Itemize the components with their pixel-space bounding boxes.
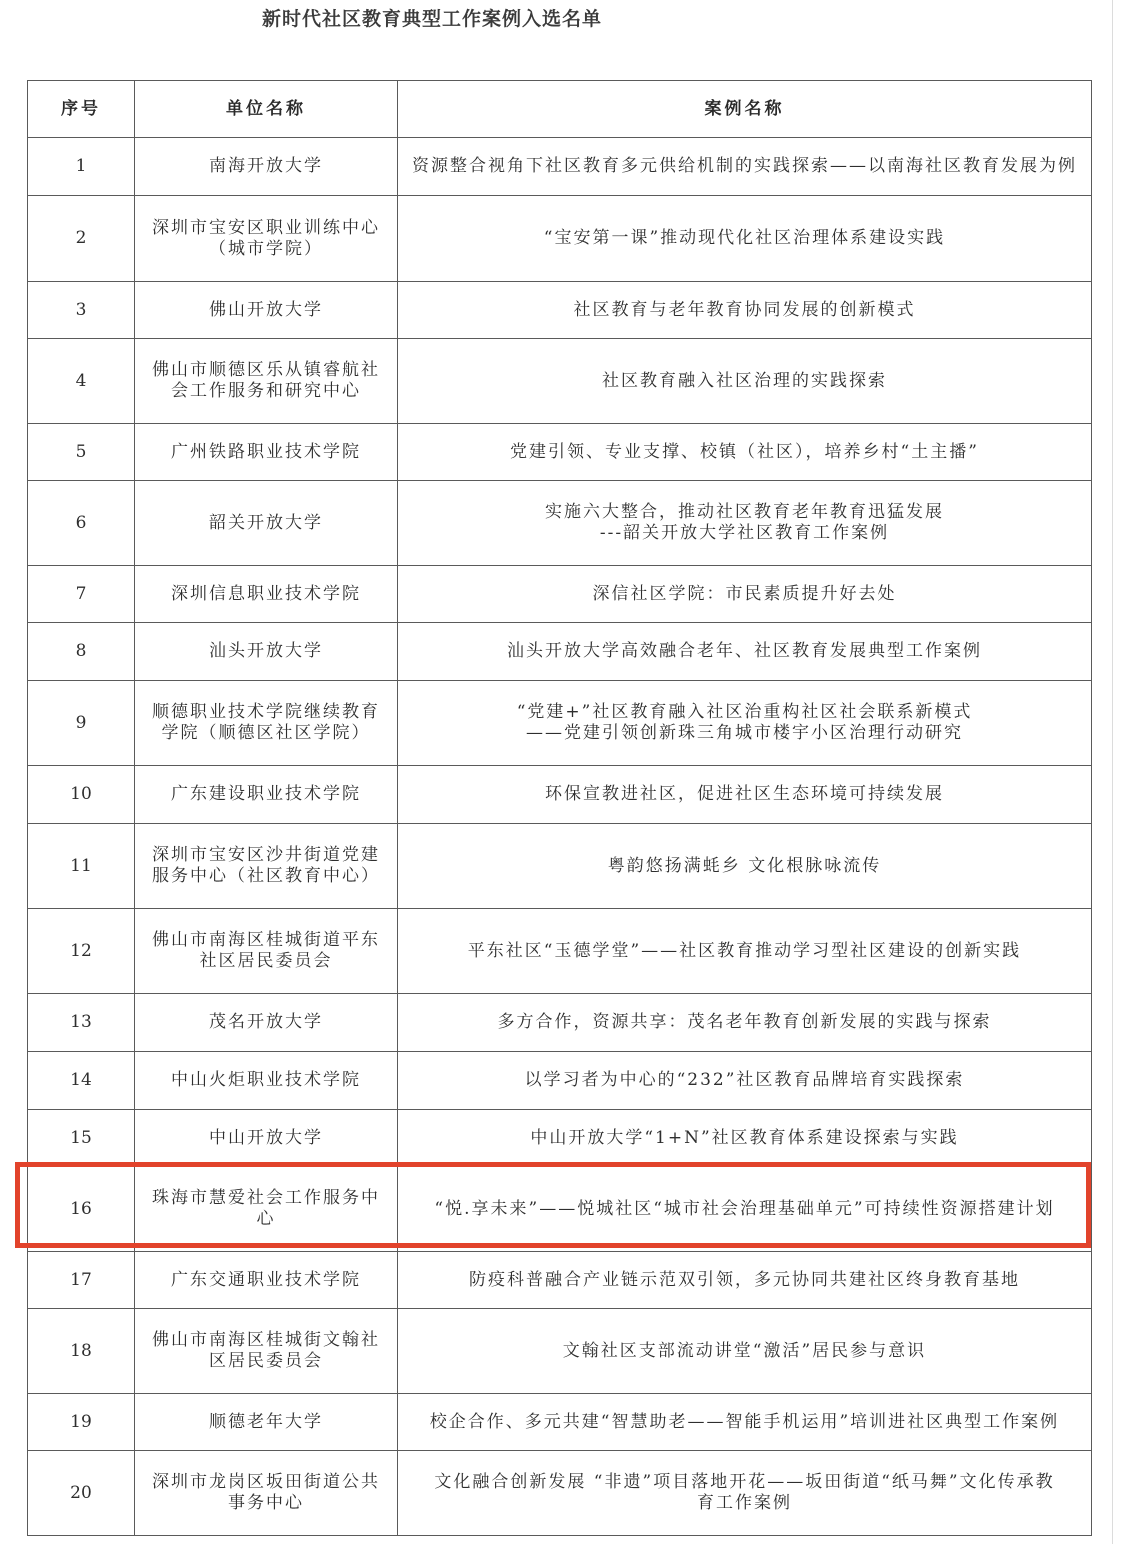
header-number: 序号 xyxy=(28,81,135,138)
unit-name-line: 南海开放大学 xyxy=(209,156,323,176)
row-number: 19 xyxy=(28,1394,135,1451)
unit-name-cell xyxy=(135,824,398,909)
unit-name-line: 广东交通职业技术学院 xyxy=(171,1269,361,1290)
unit-name-line: 汕头开放大学 xyxy=(209,641,323,661)
unit-name-line: 广东建设职业技术学院 xyxy=(171,784,361,804)
case-name-line: 粤韵悠扬满蚝乡 文化根脉咏流传 xyxy=(607,855,882,876)
unit-name-line: 顺德老年大学 xyxy=(209,1411,323,1432)
row-number: 17 xyxy=(28,1252,135,1309)
case-name-cell xyxy=(398,566,1092,623)
table-row xyxy=(28,824,1092,909)
row-number: 8 xyxy=(28,623,135,681)
unit-name-line: 韶关开放大学 xyxy=(209,512,323,533)
unit-name-line: 广州铁路职业技术学院 xyxy=(171,441,361,462)
unit-name-line: 顺德职业技术学院继续教育 xyxy=(152,702,380,722)
unit-name-cell xyxy=(135,1394,398,1451)
case-name-line: 社区教育与老年教育协同发展的创新模式 xyxy=(573,299,916,320)
case-name-cell xyxy=(398,282,1092,339)
table-row xyxy=(28,1309,1092,1394)
case-name-cell xyxy=(398,681,1092,766)
unit-name-cell xyxy=(135,138,398,196)
case-name-line: “党建+”社区教育融入社区治重构社区社会联系新模式 xyxy=(516,702,973,722)
row-number: 18 xyxy=(28,1309,135,1394)
case-name-cell xyxy=(398,994,1092,1052)
selection-table xyxy=(27,80,1092,1536)
table-header-row xyxy=(28,81,1092,138)
unit-name-cell xyxy=(135,994,398,1052)
case-name-cell xyxy=(398,824,1092,909)
table-body xyxy=(28,138,1092,1536)
unit-name-line: 茂名开放大学 xyxy=(209,1012,323,1032)
unit-name-cell xyxy=(135,681,398,766)
case-name-cell xyxy=(398,766,1092,824)
table-row xyxy=(28,282,1092,339)
unit-name-line: 心 xyxy=(256,1209,276,1229)
case-name-line: 文化融合创新发展 “非遗”项目落地开花——坂田街道“纸马舞”文化传承教 xyxy=(434,1472,1055,1492)
header-case-name: 案例名称 xyxy=(398,81,1092,138)
unit-name-cell xyxy=(135,339,398,424)
row-number: 11 xyxy=(28,824,135,909)
case-name-cell xyxy=(398,623,1092,681)
unit-name-cell xyxy=(135,766,398,824)
row-number: 20 xyxy=(28,1451,135,1536)
unit-name-cell xyxy=(135,1451,398,1536)
row-number: 1 xyxy=(28,138,135,196)
table-row xyxy=(28,909,1092,994)
unit-name-line: 深圳市宝安区职业训练中心 xyxy=(152,217,380,238)
case-name-cell xyxy=(398,1167,1092,1252)
header-unit-name: 单位名称 xyxy=(135,81,398,138)
unit-name-cell xyxy=(135,424,398,481)
case-name-line: 防疫科普融合产业链示范双引领，多元协同共建社区终身教育基地 xyxy=(469,1269,1020,1290)
unit-name-line: （城市学院） xyxy=(209,238,323,259)
case-name-line: 育工作案例 xyxy=(697,1493,792,1513)
table-row xyxy=(28,623,1092,681)
case-name-cell xyxy=(398,481,1092,566)
case-name-line: 实施六大整合，推动社区教育老年教育迅猛发展 xyxy=(545,502,944,522)
case-name-line: 校企合作、多元共建“智慧助老——智能手机运用”培训进社区典型工作案例 xyxy=(429,1411,1060,1432)
case-name-line: 以学习者为中心的“232”社区教育品牌培育实践探索 xyxy=(524,1070,965,1090)
case-name-line: 深信社区学院：市民素质提升好去处 xyxy=(592,583,897,604)
unit-name-line: 佛山市南海区桂城街文翰社 xyxy=(152,1330,380,1350)
unit-name-cell xyxy=(135,1052,398,1110)
case-name-line: 资源整合视角下社区教育多元供给机制的实践探索——以南海社区教育发展为例 xyxy=(412,156,1077,176)
case-name-line: ---韶关开放大学社区教育工作案例 xyxy=(599,523,890,543)
unit-name-line: 社区居民委员会 xyxy=(199,951,333,971)
row-number: 15 xyxy=(28,1110,135,1167)
row-number: 12 xyxy=(28,909,135,994)
case-name-line: 社区教育融入社区治理的实践探索 xyxy=(602,370,887,391)
case-name-line: 党建引领、专业支撑、校镇（社区），培养乡村“土主播” xyxy=(510,441,979,462)
table-row xyxy=(28,196,1092,282)
row-number: 9 xyxy=(28,681,135,766)
case-name-cell xyxy=(398,909,1092,994)
unit-name-line: 学院（顺德区社区学院） xyxy=(161,723,371,743)
unit-name-cell xyxy=(135,909,398,994)
case-name-line: 文翰社区支部流动讲堂“激活”居民参与意识 xyxy=(562,1340,927,1361)
row-number: 14 xyxy=(28,1052,135,1110)
unit-name-line: 事务中心 xyxy=(228,1493,304,1513)
table-row xyxy=(28,339,1092,424)
case-name-line: 多方合作，资源共享：茂名老年教育创新发展的实践与探索 xyxy=(497,1012,992,1032)
unit-name-cell xyxy=(135,623,398,681)
case-name-line: 汕头开放大学高效融合老年、社区教育发展典型工作案例 xyxy=(507,641,982,661)
case-name-line: ——党建引领创新珠三角城市楼宇小区治理行动研究 xyxy=(526,723,963,743)
table-row xyxy=(28,138,1092,196)
case-name-cell xyxy=(398,1394,1092,1451)
row-number: 5 xyxy=(28,424,135,481)
unit-name-line: 中山火炬职业技术学院 xyxy=(171,1070,361,1090)
unit-name-cell xyxy=(135,481,398,566)
unit-name-line: 服务中心（社区教育中心） xyxy=(152,866,380,886)
case-name-cell xyxy=(398,339,1092,424)
unit-name-line: 会工作服务和研究中心 xyxy=(171,381,361,401)
row-number: 6 xyxy=(28,481,135,566)
table-row xyxy=(28,1451,1092,1536)
case-name-cell xyxy=(398,1252,1092,1309)
unit-name-cell xyxy=(135,1167,398,1252)
row-number: 7 xyxy=(28,566,135,623)
unit-name-line: 珠海市慧爱社会工作服务中 xyxy=(152,1188,380,1208)
unit-name-cell xyxy=(135,566,398,623)
case-name-cell xyxy=(398,1110,1092,1167)
table-row xyxy=(28,1052,1092,1110)
table-row xyxy=(28,681,1092,766)
unit-name-line: 深圳市宝安区沙井街道党建 xyxy=(152,845,380,865)
case-name-line: “宝安第一课”推动现代化社区治理体系建设实践 xyxy=(543,228,946,248)
case-name-cell xyxy=(398,1309,1092,1394)
table-row xyxy=(28,1394,1092,1451)
case-name-line: 中山开放大学“1+N”社区教育体系建设探索与实践 xyxy=(530,1127,959,1148)
row-number: 16 xyxy=(28,1167,135,1252)
case-name-cell xyxy=(398,1451,1092,1536)
row-number: 10 xyxy=(28,766,135,824)
unit-name-cell xyxy=(135,1110,398,1167)
case-name-line: “悦.享未来”——悦城社区“城市社会治理基础单元”可持续性资源搭建计划 xyxy=(434,1198,1055,1219)
unit-name-cell xyxy=(135,1309,398,1394)
table-row xyxy=(28,1167,1092,1252)
unit-name-line: 佛山市顺德区乐从镇睿航社 xyxy=(152,360,380,380)
case-name-line: 平东社区“玉德学堂”——社区教育推动学习型社区建设的创新实践 xyxy=(467,940,1022,961)
table-row xyxy=(28,566,1092,623)
unit-name-cell xyxy=(135,282,398,339)
unit-name-line: 中山开放大学 xyxy=(209,1127,323,1148)
unit-name-line: 区居民委员会 xyxy=(209,1351,323,1371)
unit-name-cell xyxy=(135,1252,398,1309)
unit-name-line: 佛山市南海区桂城街道平东 xyxy=(152,930,380,950)
row-number: 13 xyxy=(28,994,135,1052)
table-row xyxy=(28,424,1092,481)
table-row xyxy=(28,994,1092,1052)
table-row xyxy=(28,481,1092,566)
unit-name-line: 深圳市龙岗区坂田街道公共 xyxy=(152,1472,380,1492)
table-row xyxy=(28,1252,1092,1309)
unit-name-line: 深圳信息职业技术学院 xyxy=(171,583,361,604)
case-name-cell xyxy=(398,424,1092,481)
page-title: 新时代社区教育典型工作案例入选名单 xyxy=(262,8,603,30)
row-number: 3 xyxy=(28,282,135,339)
case-name-cell xyxy=(398,196,1092,282)
table-row xyxy=(28,1110,1092,1167)
row-number: 4 xyxy=(28,339,135,424)
table-row xyxy=(28,766,1092,824)
page-edge-rule xyxy=(1112,0,1113,1544)
row-number: 2 xyxy=(28,196,135,282)
case-name-cell xyxy=(398,138,1092,196)
unit-name-line: 佛山开放大学 xyxy=(209,299,323,320)
case-name-cell xyxy=(398,1052,1092,1110)
unit-name-cell xyxy=(135,196,398,282)
case-name-line: 环保宣教进社区，促进社区生态环境可持续发展 xyxy=(545,784,944,804)
